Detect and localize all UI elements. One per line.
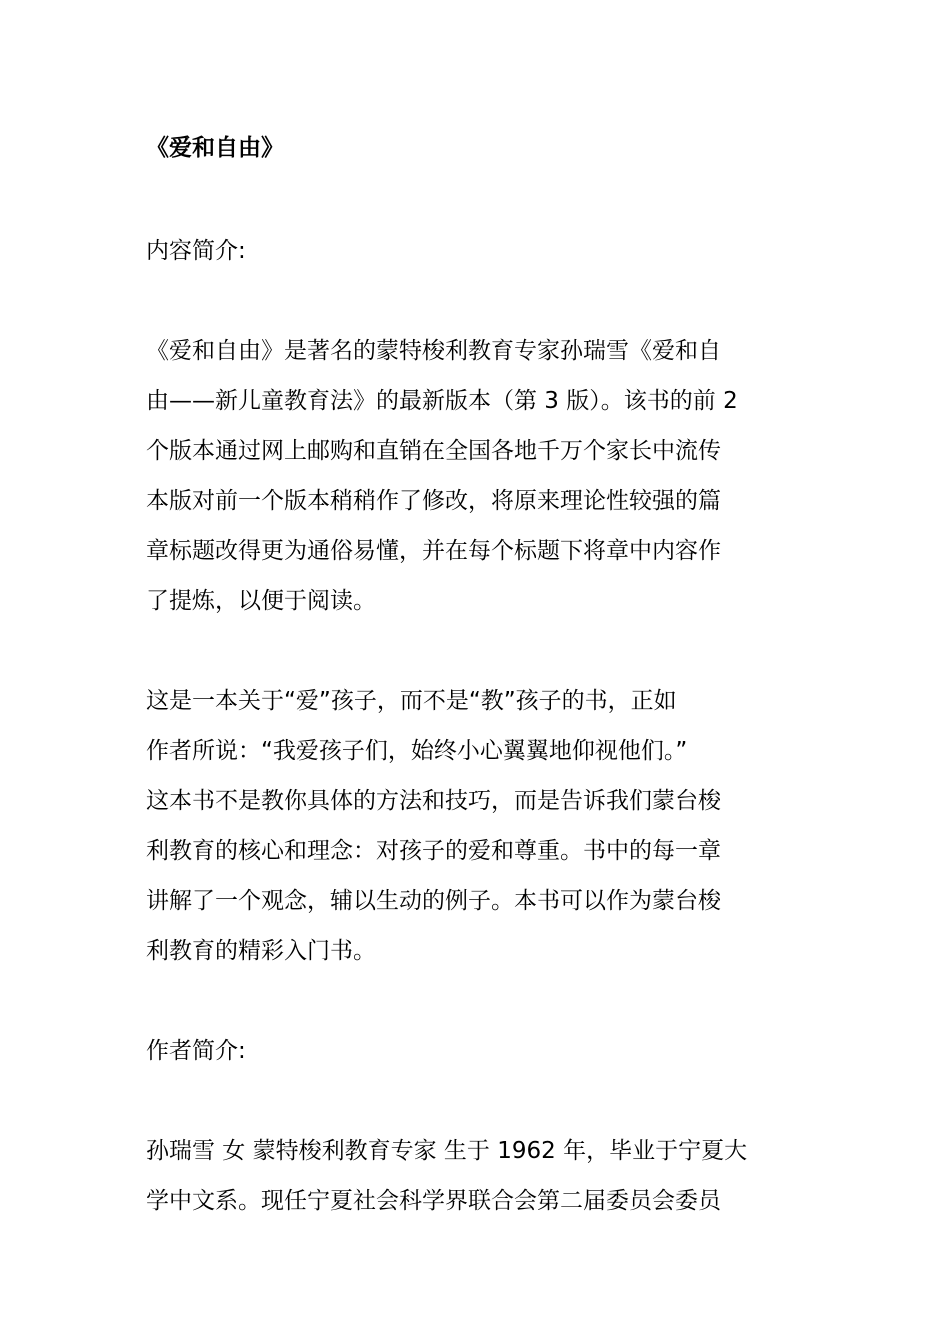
author-heading: 作者简介: — [146, 1038, 246, 1064]
text-line: 讲解了一个观念，辅以生动的例子。本书可以作为蒙台梭 — [146, 888, 721, 914]
spacer — [146, 1076, 808, 1126]
spacer — [146, 168, 808, 226]
spacer — [146, 626, 808, 676]
text-line: 由——新儿童教育法》的最新版本（第 3 版）。该书的前 2 — [146, 388, 738, 414]
author-paragraph — [146, 1126, 808, 1226]
text-line: 个版本通过网上邮购和直销在全国各地千万个家长中流传 — [146, 438, 721, 464]
text-line: 孙瑞雪 女 蒙特梭利教育专家 生于 1962 年，毕业于宁夏大 — [146, 1138, 748, 1164]
text-line: 《爱和自由》是著名的蒙特梭利教育专家孙瑞雪《爱和自 — [146, 338, 721, 364]
text-line: 这本书不是教你具体的方法和技巧，而是告诉我们蒙台梭 — [146, 788, 721, 814]
text-line: 章标题改得更为通俗易懂，并在每个标题下将章中内容作 — [146, 538, 721, 564]
spacer — [146, 976, 808, 1026]
text-line: 利教育的精彩入门书。 — [146, 938, 376, 964]
document-title: 《爱和自由》 — [146, 135, 284, 161]
text-line: 本版对前一个版本稍稍作了修改，将原来理论性较强的篇 — [146, 488, 721, 514]
text-line: 了提炼，以便于阅读。 — [146, 588, 376, 614]
spacer — [146, 276, 808, 326]
intro-paragraph-2 — [146, 676, 808, 976]
intro-paragraph-1 — [146, 326, 808, 626]
text-line: 利教育的核心和理念：对孩子的爱和尊重。书中的每一章 — [146, 838, 721, 864]
text-line: 学中文系。现任宁夏社会科学界联合会第二届委员会委员 — [146, 1188, 721, 1214]
text-line: 这是一本关于“爱”孩子，而不是“教”孩子的书，正如 — [146, 688, 677, 714]
text-line: 作者所说：“我爱孩子们，始终小心翼翼地仰视他们。” — [146, 738, 688, 764]
document-page — [146, 128, 808, 1226]
intro-heading: 内容简介: — [146, 238, 246, 264]
